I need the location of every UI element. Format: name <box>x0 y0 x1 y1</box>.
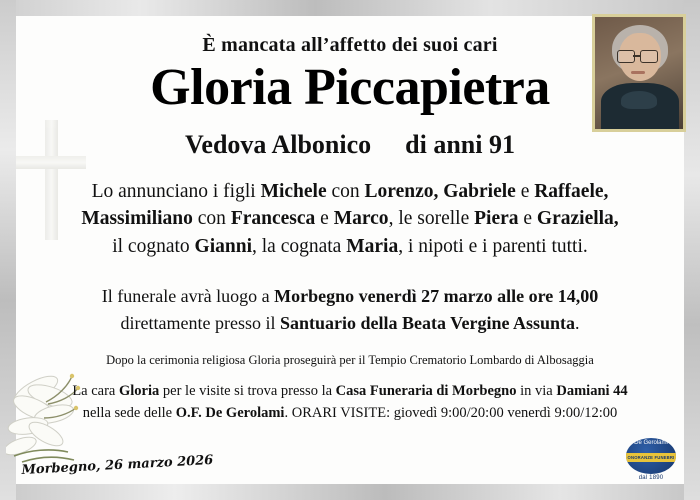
funeral-home-name: Casa Funeraria di Morbegno <box>335 382 517 399</box>
visits-block <box>16 380 684 425</box>
relative-name: Michele <box>260 180 327 202</box>
relative-name: Maria <box>346 235 399 257</box>
visits-line-1 <box>46 380 654 402</box>
relative-name: Marco <box>333 208 389 230</box>
relative-name: Graziella, <box>536 208 619 230</box>
text-fragment: Il funerale avrà luogo a <box>101 285 275 306</box>
text-fragment: Lo annunciano i figli <box>91 180 261 202</box>
funeral-location: Santuario della Beata Vergine Assunta <box>279 312 575 333</box>
visits-line-2 <box>46 402 654 424</box>
text-fragment: in via <box>516 382 557 399</box>
text-fragment: e <box>315 208 334 230</box>
logo-badge <box>626 438 676 474</box>
opening-line: È mancata all’affetto dei suoi cari <box>202 34 498 56</box>
relative-name: Gianni <box>194 235 252 257</box>
place-and-date: Morbegno, 26 marzo 2026 <box>21 452 214 478</box>
cremation-note: Dopo la cerimonia religiosa Gloria proseguirà per il Tempio Crematorio Lombardo di Albosaggia <box>106 352 594 367</box>
relative-name: Lorenzo, Gabriele <box>364 180 516 202</box>
funeral-company: O.F. De Gerolami <box>175 405 285 422</box>
text-fragment: e <box>518 208 537 230</box>
funeral-home-logo <box>618 438 684 488</box>
deceased-name: Gloria Piccapietra <box>150 59 550 116</box>
relative-name: Francesca <box>230 208 316 230</box>
funeral-details-block <box>16 283 684 337</box>
logo-band-text: ONORANZE FUNEBRI <box>627 455 675 460</box>
text-fragment: La cara <box>72 382 119 399</box>
frame-border-bottom <box>0 484 700 500</box>
text-fragment: , la cognata <box>252 235 347 257</box>
age-text: di anni 91 <box>405 129 515 159</box>
text-fragment: . <box>575 312 580 333</box>
announcement-line-1 <box>44 178 656 206</box>
text-fragment: direttamente presso il <box>120 312 280 333</box>
funeral-datetime: Morbegno venerdì 27 marzo alle ore 14,00 <box>274 285 599 306</box>
visiting-hours: . ORARI VISITE: giovedì 9:00/20:00 venerdì 9:00/12:00 <box>284 405 618 422</box>
logo-top-text: De Gerolami <box>634 440 668 446</box>
text-fragment: il cognato <box>112 235 195 257</box>
relative-name: Raffaele, <box>534 180 609 202</box>
funeral-home-address: Damiani 44 <box>556 382 628 399</box>
relative-name: Piera <box>474 208 519 230</box>
deceased-first-name: Gloria <box>119 382 160 399</box>
funeral-line-1 <box>56 283 644 310</box>
text-fragment: , i nipoti e i parenti tutti. <box>398 235 588 257</box>
frame-border-right <box>684 0 700 500</box>
announcement-line-3 <box>44 233 656 261</box>
text-fragment: , le sorelle <box>388 208 475 230</box>
photo-glasses-bridge <box>633 55 640 57</box>
marital-status: Vedova Albonico <box>185 129 372 159</box>
funeral-line-2 <box>56 310 644 337</box>
deceased-photo <box>592 14 686 132</box>
text-fragment: nella sede delle <box>82 405 176 422</box>
notice-content <box>16 16 684 484</box>
photo-scarf <box>621 91 657 109</box>
text-fragment: con <box>192 208 231 230</box>
relative-name: Massimiliano <box>81 208 193 230</box>
logo-caption: dal 1890 <box>638 475 664 481</box>
status-and-age-line <box>16 130 684 160</box>
text-fragment: con <box>326 180 365 202</box>
photo-glasses-right <box>640 50 658 63</box>
text-fragment: e <box>515 180 535 202</box>
announcement-block <box>16 178 684 261</box>
photo-mouth <box>631 71 645 74</box>
text-fragment: per le visite si trova presso la <box>159 382 336 399</box>
announcement-line-2 <box>44 205 656 233</box>
